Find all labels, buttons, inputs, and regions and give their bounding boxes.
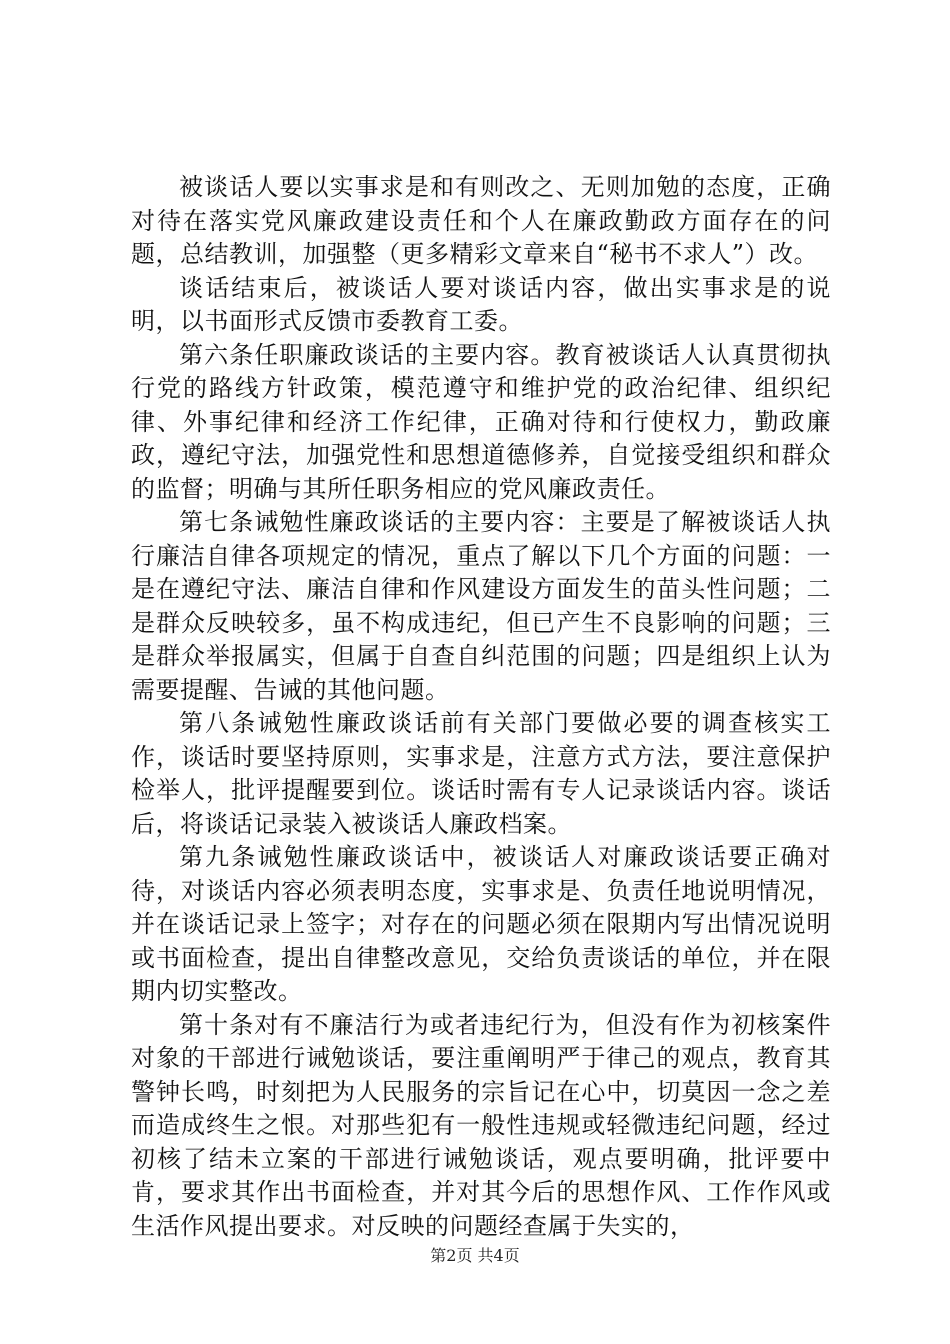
- page-number-footer: 第2页 共4页: [430, 1246, 520, 1265]
- paragraph-4: 第七条诫勉性廉政谈话的主要内容：主要是了解被谈话人执行廉洁自律各项规定的情况，重点了解以下几个方面的问题：一是在遵纪守法、廉洁自律和作风建设方面发生的苗头性问题；二是群众反映较多，虽不构成违纪，但已产生不良影响的问题；三是群众举报属实，但属于自查自纠范围的问题；四是组织上认为需要提醒、告诫的其他问题。: [131, 508, 831, 704]
- paragraph-6: 第九条诫勉性廉政谈话中，被谈话人对廉政谈话要正确对待，对谈话内容必须表明态度，实事求是、负责任地说明情况，并在谈话记录上签字；对存在的问题必须在限期内写出情况说明或书面检查，提出自律整改意见，交给负责谈话的单位，并在限期内切实整改。: [131, 843, 831, 1005]
- paragraph-7: 第十条对有不廉洁行为或者违纪行为，但没有作为初核案件对象的干部进行诫勉谈话，要注重阐明严于律己的观点，教育其警钟长鸣，时刻把为人民服务的宗旨记在心中，切莫因一念之差而造成终生之恨。对那些犯有一般性违规或轻微违纪问题，经过初核了结未立案的干部进行诫勉谈话，观点要明确，批评要中肯，要求其作出书面检查，并对其今后的思想作风、工作作风或生活作风提出要求。对反映的问题经查属于失实的，: [131, 1010, 831, 1240]
- paragraph-1: 被谈话人要以实事求是和有则改之、无则加勉的态度，正确对待在落实党风廉政建设责任和个人在廉政勤政方面存在的问题，总结教训，加强整（更多精彩文章来自“秘书不求人”）改。: [131, 173, 831, 268]
- paragraph-3: 第六条任职廉政谈话的主要内容。教育被谈话人认真贯彻执行党的路线方针政策，模范遵守和维护党的政治纪律、组织纪律、外事纪律和经济工作纪律，正确对待和行使权力，勤政廉政，遵纪守法，加强党性和思想道德修养，自觉接受组织和群众的监督；明确与其所任职务相应的党风廉政责任。: [131, 340, 831, 503]
- paragraph-2: 谈话结束后，被谈话人要对谈话内容，做出实事求是的说明，以书面形式反馈市委教育工委。: [131, 273, 831, 335]
- paragraph-5: 第八条诫勉性廉政谈话前有关部门要做必要的调查核实工作，谈话时要坚持原则，实事求是，注意方式方法，要注意保护检举人，批评提醒要到位。谈话时需有专人记录谈话内容。谈话后，将谈话记录装入被谈话人廉政档案。: [131, 709, 831, 838]
- document-body: [131, 171, 831, 1243]
